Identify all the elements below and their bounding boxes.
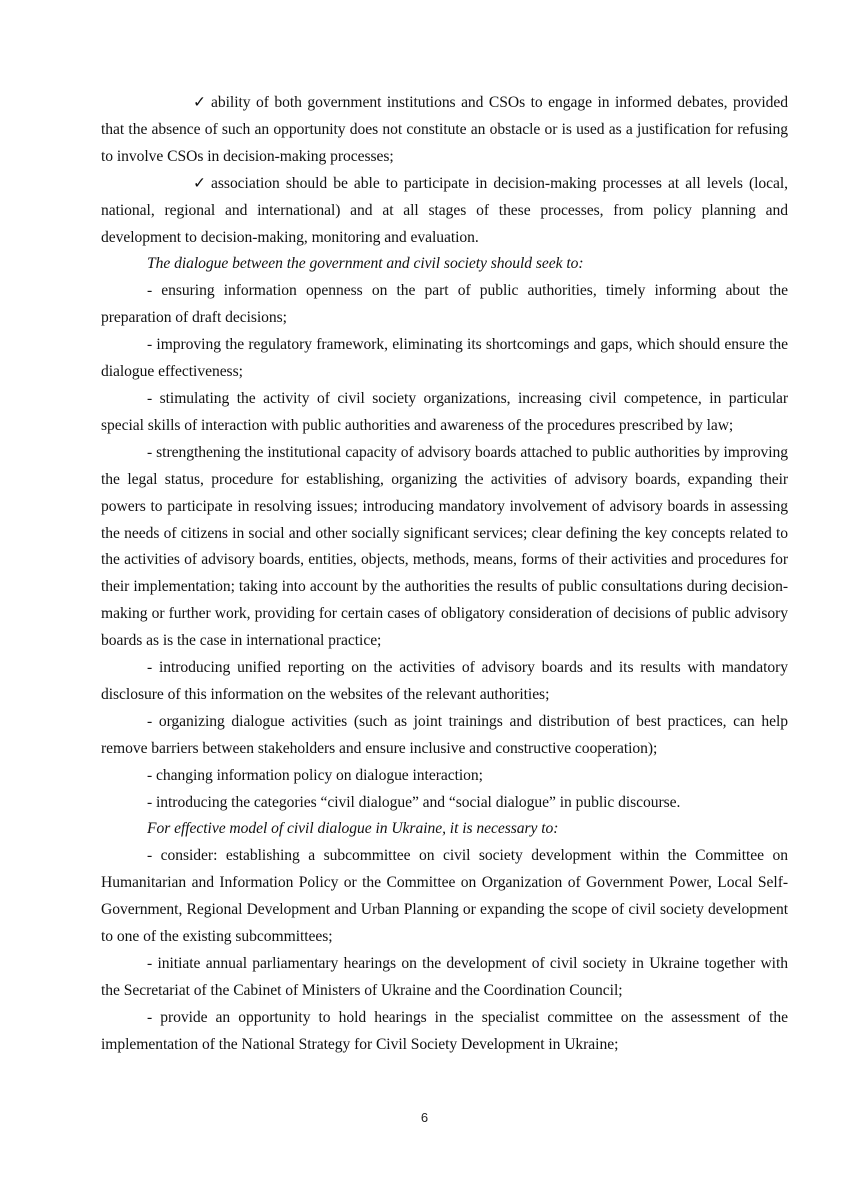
list-item: - changing information policy on dialogue interaction; <box>147 766 483 784</box>
list-item: - provide an opportunity to hold hearings in the specialist committee on the assessment of the implementation of the National Strategy for Civil Society Development in Ukraine; <box>101 1008 788 1053</box>
checklist-item <box>101 171 788 252</box>
document-page <box>101 90 788 1059</box>
list-item: - improving the regulatory framework, eliminating its shortcomings and gaps, which should ensure the dialogue effectiveness; <box>101 336 788 381</box>
list-item: - initiate annual parliamentary hearings on the development of civil society in Ukraine together with the Secretariat of the Cabinet of Ministers of Ukraine and the Coordination Council; <box>101 955 788 999</box>
paragraph-text: association should be able to participate in decision-making processes at all levels (local, national, regional and international) and at all stages of these processes, from policy planning and development to decision-making, monitoring and evaluation. <box>101 174 788 246</box>
page-number: 6 <box>420 1110 429 1125</box>
list-item: - stimulating the activity of civil society organizations, increasing civil competence, in particular special skills of interaction with public authorities and awareness of the procedures prescribed by law; <box>101 389 788 434</box>
list-item: - introducing the categories “civil dialogue” and “social dialogue” in public discourse. <box>147 793 681 811</box>
list-item: - ensuring information openness on the part of public authorities, timely informing about the preparation of draft decisions; <box>101 282 788 327</box>
checkmark-icon: ✓ <box>193 94 207 111</box>
paragraph-text: ability of both government institutions and CSOs to engage in informed debates, provided that the absence of such an opportunity does not constitute an obstacle or is used as a justification for refusing to involve CSOs in decision-making processes; <box>101 94 788 165</box>
list-item: - strengthening the institutional capacity of advisory boards attached to public authorities by improving the legal status, procedure for establishing, organizing the activities of advisory boards, expanding their powers to participate in resolving issues; introducing mandatory involvement of advisory boards in assessing the needs of citizens in social and other socially significant services; clear defining the key concepts related to the activities of advisory boards, entities, objects, methods, means, forms of their activities and procedures for their implementation; taking into account by the authorities the results of public consultations during decision-making or further work, providing for certain cases of obligatory consideration of decisions of public advisory boards as is the case in international practice; <box>101 443 788 650</box>
checklist-item <box>101 90 788 171</box>
checkmark-icon: ✓ <box>193 174 207 192</box>
section-heading: For effective model of civil dialogue in Ukraine, it is necessary to: <box>147 820 559 838</box>
list-item: - introducing unified reporting on the activities of advisory boards and its results with mandatory disclosure of this information on the websites of the relevant authorities; <box>101 659 788 703</box>
list-item: - consider: establishing a subcommittee on civil society development within the Committee on Humanitarian and Information Policy or the Committee on Organization of Government Power, Local Self-Government, Regional Development and Urban Planning or expanding the scope of civil society development to one of the existing subcommittees; <box>101 847 788 946</box>
list-item: - organizing dialogue activities (such as joint trainings and distribution of best practices, can help remove barriers between stakeholders and ensure inclusive and constructive cooperation); <box>101 712 788 757</box>
section-heading: The dialogue between the government and civil society should seek to: <box>147 255 584 273</box>
